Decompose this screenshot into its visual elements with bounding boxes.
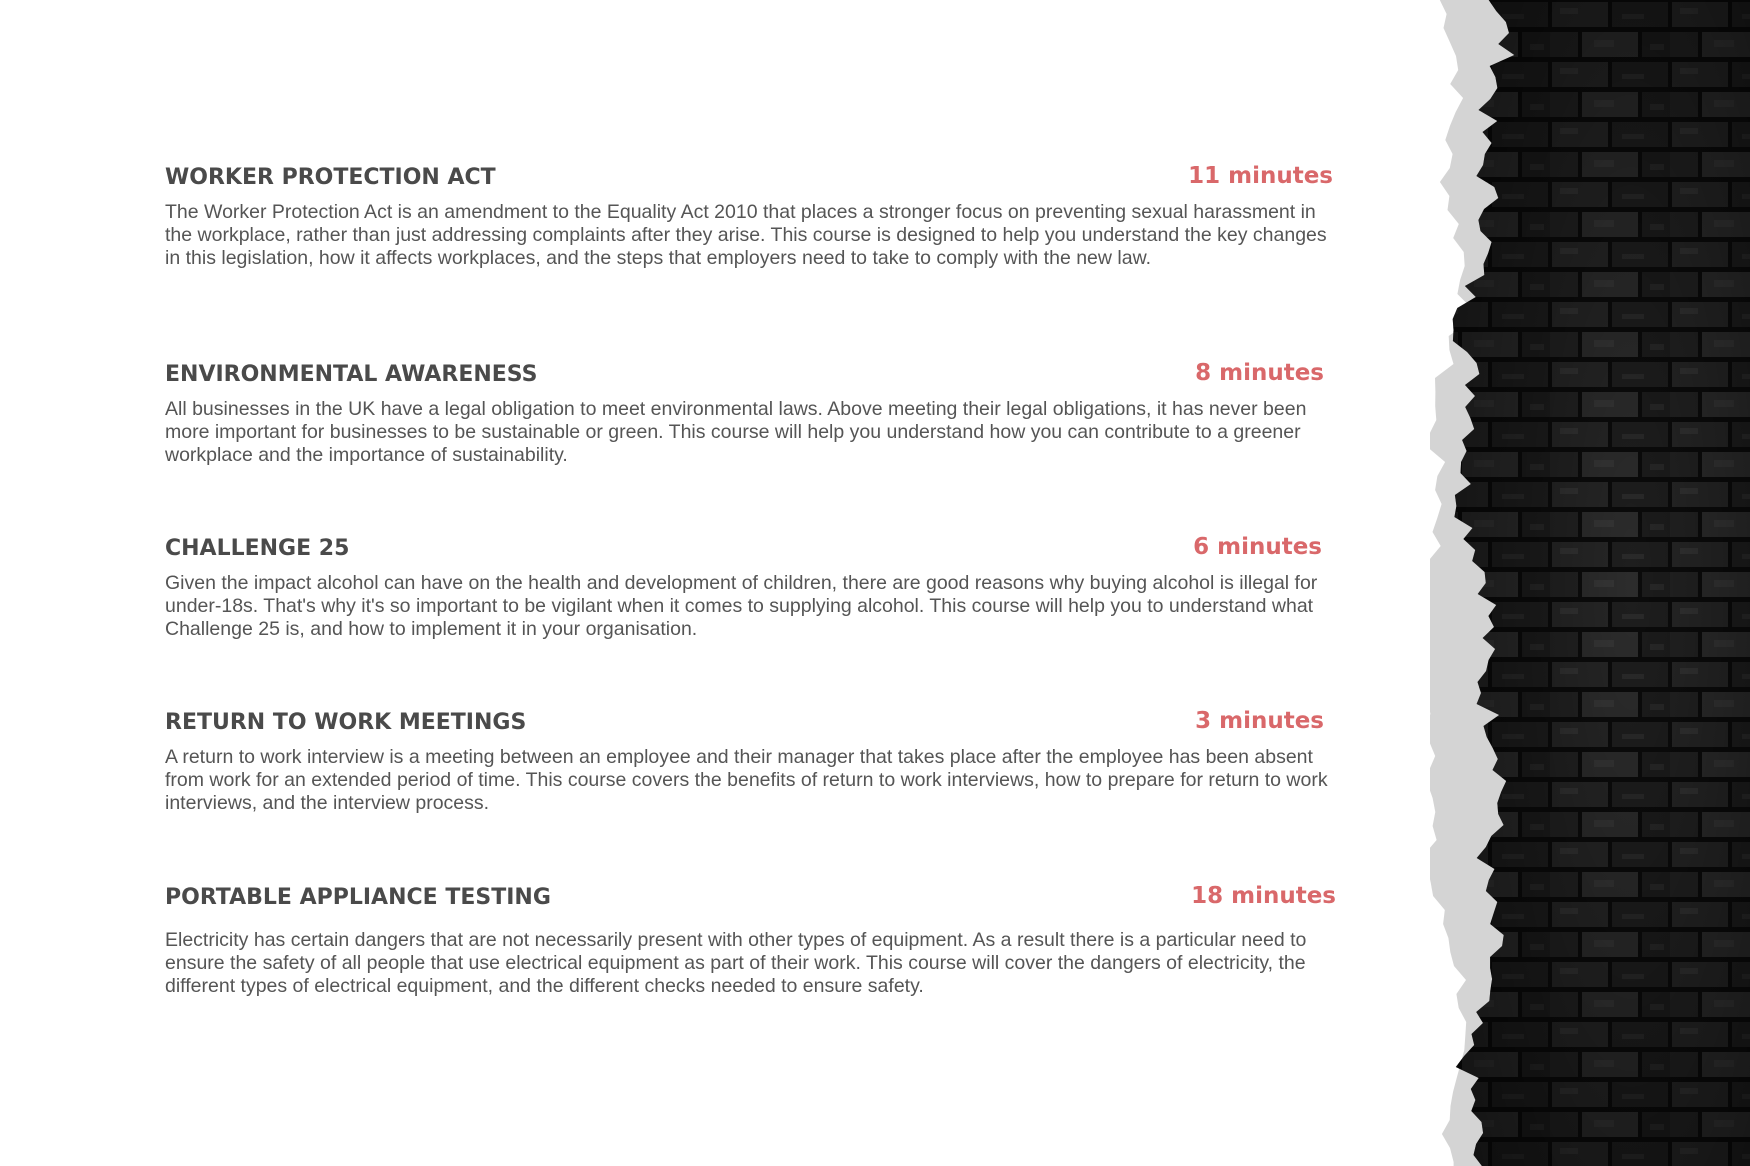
course-title: RETURN TO WORK MEETINGS: [165, 710, 527, 735]
course-duration: 6 minutes: [1193, 534, 1322, 560]
course-duration: 3 minutes: [1195, 708, 1324, 734]
course-duration: 8 minutes: [1195, 360, 1324, 386]
course-description: The Worker Protection Act is an amendment to the Equality Act 2010 that places a stronger focus on preventing sexual harassment in the workplace, rather than just addressing complaints after they arise. This course is designed to help you understand the key changes in this legislation, how it affects workplaces, and the steps that employers need to take to comply with the new law.: [165, 201, 1327, 269]
course-title: WORKER PROTECTION ACT: [165, 165, 496, 190]
brick-wall-decoration: [1430, 0, 1750, 1166]
course-duration: 11 minutes: [1188, 163, 1333, 189]
course-title: CHALLENGE 25: [165, 536, 350, 561]
course-description: Given the impact alcohol can have on the health and development of children, there are good reasons why buying alcohol is illegal for under-18s. That's why it's so important to be vigilant when it comes to supplying alcohol. This course will help you to understand what Challenge 25 is, and how to implement it in your organisation.: [165, 572, 1318, 640]
brick-wall-shade: [1453, 0, 1750, 1166]
course-description: All businesses in the UK have a legal obligation to meet environmental laws. Above meeting their legal obligations, it has never been more important for businesses to be sustainable or green. This course will help you understand how you can contribute to a greener workplace and the importance of sustainability.: [165, 398, 1307, 466]
course-duration: 18 minutes: [1191, 883, 1336, 909]
course-title: PORTABLE APPLIANCE TESTING: [165, 885, 551, 910]
course-description: A return to work interview is a meeting between an employee and their manager that takes place after the employee has been absent from work for an extended period of time. This course covers the benefits of return to work interviews, how to prepare for return to work interviews, and the interview process.: [165, 746, 1328, 814]
course-description: Electricity has certain dangers that are not necessarily present with other types of equipment. As a result there is a particular need to ensure the safety of all people that use electrical equipment as part of their work. This course will cover the dangers of electricity, the different types of electrical equipment, and the different checks needed to ensure safety.: [165, 929, 1307, 997]
torn-paper-brick-wall-image: [1430, 0, 1750, 1166]
course-title: ENVIRONMENTAL AWARENESS: [165, 362, 538, 387]
